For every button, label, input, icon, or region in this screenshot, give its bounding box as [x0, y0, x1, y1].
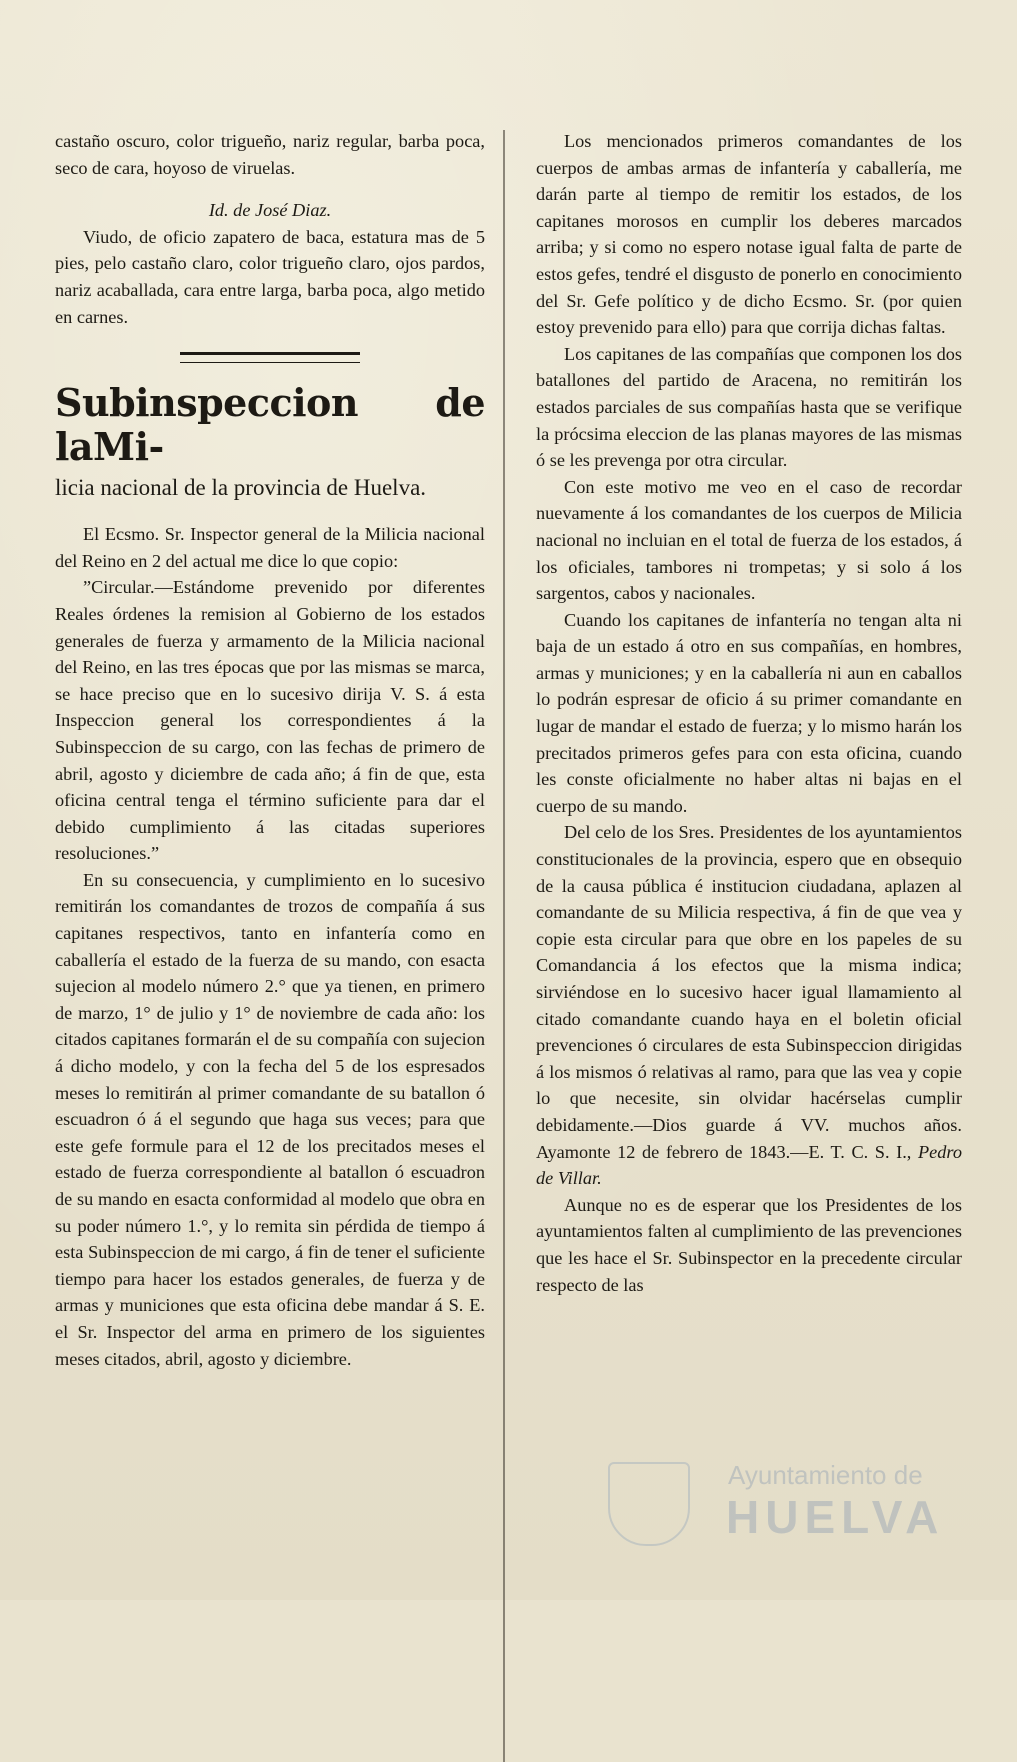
- section-title-continuation: licia nacional de la provincia de Huelva.: [55, 475, 427, 501]
- watermark-line1: Ayuntamiento de: [728, 1460, 923, 1490]
- paragraph-circular: ”Circular.—Estándome prevenido por diferentes Reales órdenes la remision al Gobierno de los estados generales de fuerza y armamento de la Milicia nacional del Reino, en las tres épocas que por las mismas se marca, se hace preciso que en lo sucesivo dirija V. S. á esta Inspeccion general los correspondientes á la Subinspeccion de su cargo, con las fechas de primero de abril, agosto y diciembre de cada año; á fin de que, esta oficina central tenga el término suficiente para dar el debido cumplimiento á las citadas superiores resoluciones.”: [55, 577, 485, 864]
- paragraph-aunque: Aunque no es de esperar que los Presidentes de los ayuntamientos falten al cumplimiento de las prevenciones que les hace el Sr. Subinspector en la precedente circular respecto de las: [536, 1194, 962, 1295]
- left-column: [55, 128, 485, 1372]
- paragraph-aracena: Los capitanes de las compañías que componen los dos batallones del partido de Aracena, no remitirán los estados parciales de sus compañías hasta que se verifique la prócsima eleccion de las planas mayores de las mismas ó se les prevenga por otra circular.: [536, 343, 962, 471]
- column-divider: [503, 130, 505, 1762]
- section-rule: [180, 352, 360, 363]
- paragraph-comandantes: Los mencionados primeros comandantes de los cuerpos de ambas armas de infantería y caballería, me darán parte al tiempo de remitir los estados, de los capitanes morosos en cumplir los deberes marcados arriba; y si como no espero notase igual falta de parte de estos gefes, tendré el disgusto de ponerlo en conocimiento del Sr. Gefe político y de dicho Ecsmo. Sr. (por quien estoy prevenido para ello) para que corrija dichas faltas.: [536, 131, 962, 338]
- paragraph-description-1: castaño oscuro, color trigueño, nariz regular, barba poca, seco de cara, hoyoso de viruelas.: [55, 131, 485, 178]
- watermark-line2: HUELVA: [726, 1491, 945, 1543]
- paragraph-presidentes-text: Del celo de los Sres. Presidentes de los ayuntamientos constitucionales de la provincia, espero que en obsequio de la causa pública é institucion ciudadana, aplazen al comandante de su Milicia respectiva, á fin de que vea y copie esta circular para que obre en los papeles de su Comandancia á los efectos que la misma indica; sirviéndose en lo sucesivo hacer igual llamamiento al citado comandante cuando haya en el boletin oficial prevenciones ó circulares de esta Subinspeccion dirigidas á los mismos ó relativas al ramo, para que las vea y copie lo que necesite, sin olvidar hacérselas cumplir debidamente.—Dios guarde á VV. muchos años. Ayamonte 12 de febrero de 1843.—E. T. C. S. I.,: [536, 822, 962, 1162]
- paragraph-infanteria: Cuando los capitanes de infantería no tengan alta ni baja de un estado á otro en sus compañías, en hombres, armas y municiones; y en la caballería ni aun en caballos lo podrán espresar de oficio á su primer comandante en lugar de mandar el estado de fuerza; y lo mismo harán los precitados primeros gefes para con esta oficina, cuando les conste oficialmente no haber altas ni bajas en el cuerpo de su mando.: [536, 609, 962, 816]
- paragraph-consecuencia: En su consecuencia, y cumplimiento en lo sucesivo remitirán los comandantes de trozos de compañía á sus capitanes respectivos, tanto en infantería como en caballería el estado de la fuerza de su mando, con esacta sujecion al modelo número 2.° que ya tienen, en primero de marzo, 1° de julio y 1° de noviembre de cada año: los citados capitanes formarán el de su compañía con sujecion á dicho modelo, y con la fecha del 5 de los espresados meses lo remitirán al primer comandante de su batallon ó escuadron ó á el segundo que haga sus veces; para que este gefe formule para el 12 de los precitados meses el estado de fuerza correspondiente al batallon ó escuadron de su mando en esacta conformidad al modelo que obra en su poder número 1.°, y lo remita sin pérdida de tiempo á esta Subinspeccion de mi cargo, á fin de tener el suficiente tiempo para hacer los estados generales, de fuerza y de armas y municiones que esta oficina debe mandar á S. E. el Sr. Inspector del arma en primero de los siguientes meses citados, abril, agosto y diciembre.: [55, 869, 485, 1369]
- subheading-jose-diaz: Id. de José Diaz.: [208, 200, 332, 221]
- shield-icon: [608, 1462, 690, 1546]
- paragraph-intro: El Ecsmo. Sr. Inspector general de la Milicia nacional del Reino en 2 del actual me dice lo que copio:: [55, 524, 485, 571]
- signature: Pedro de Villar.: [536, 1141, 962, 1189]
- paragraph-recordar: Con este motivo me veo en el caso de recordar nuevamente á los comandantes de los cuerpos de Milicia nacional no incluian en el total de fuerza de los estados, á los oficiales, tambores ni trompetas; y si solo á los sargentos, cabos y nacionales.: [536, 476, 962, 604]
- paragraph-presidentes: [536, 819, 962, 1191]
- section-title: Subinspeccion de laMi-: [55, 380, 485, 470]
- watermark-logo: [608, 1456, 945, 1546]
- right-column: [536, 128, 962, 1298]
- paragraph-description-2: Viudo, de oficio zapatero de baca, estatura mas de 5 pies, pelo castaño claro, color trigueño claro, ojos pardos, nariz acaballada, cara entre larga, barba poca, algo metido en carnes.: [55, 226, 485, 327]
